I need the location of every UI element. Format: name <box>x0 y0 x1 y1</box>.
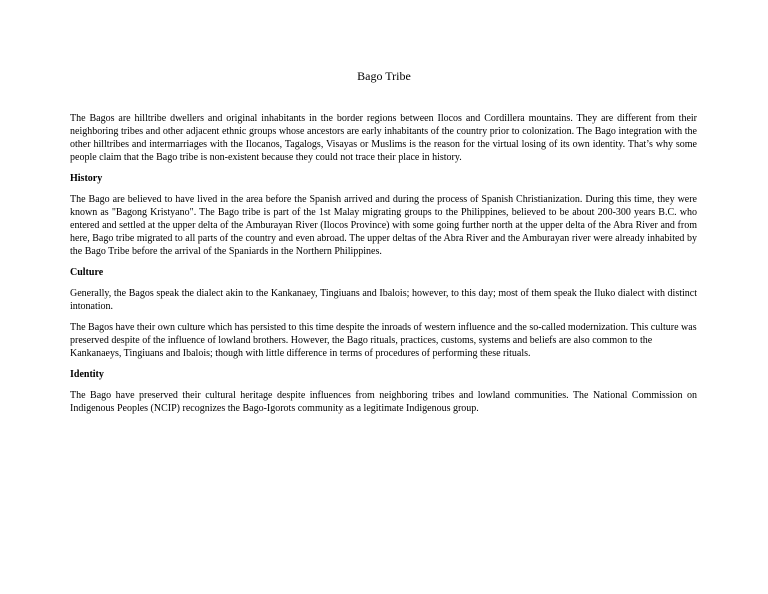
intro-paragraph: The Bagos are hilltribe dwellers and original inhabitants in the border regions between Ilocos and Cordillera mountains. They are different from their neighboring tribes and other adjacent ethnic groups whose ancestors are early inhabitants of the country prior to colonization. The Bago integration with the other hilltribes and intermarriages with the Ilocanos, Tagalogs, Visayas or Muslims is the reason for the virtual losing of its own identity. That’s why some people claim that the Bago tribe is non-existent because they could not trace their place in history. <box>70 113 697 163</box>
history-paragraph: The Bago are believed to have lived in the area before the Spanish arrived and during the process of Spanish Christianization. During this time, they were known as "Bagong Kristyano". The Bago tribe is part of the 1st Malay migrating groups to the Philippines, believed to be about 200-300 years B.C. who entered and settled at the upper delta of the Amburayan River (Ilocos Province) with some going further north at the upper delta of the Abra River and from here, Bago tribe migrated to all parts of the country and even abroad. The upper deltas of the Abra River and the Amburayan river were already inhabited by the Bago Tribe before the arrival of the Spaniards in the Northern Philippines. <box>70 194 697 257</box>
document-body <box>70 112 697 423</box>
culture-paragraph-1: Generally, the Bagos speak the dialect akin to the Kankanaey, Tingiuans and Ibalois; however, to this day; most of them speak the Iluko dialect with distinct intonation. <box>70 288 697 312</box>
section-heading-culture: Culture <box>70 267 104 278</box>
section-heading-history: History <box>70 173 103 184</box>
culture-paragraph-2: The Bagos have their own culture which has persisted to this time despite the inroads of western influence and the so-called modernization. This culture was preserved despite of the influence of lowland brothers. However, the Bago rituals, practices, customs, systems and beliefs are also common to the Kankanaeys, Tingiuans and Ibalois; though with little difference in terms of procedures of performing these rituals. <box>70 322 697 359</box>
document-title: Bago Tribe <box>357 69 411 83</box>
identity-paragraph: The Bago have preserved their cultural heritage despite influences from neighboring tribes and lowland communities. The National Commission on Indigenous Peoples (NCIP) recognizes the Bago-Igorots community as a legitimate Indigenous group. <box>70 390 697 414</box>
section-heading-identity: Identity <box>70 369 104 380</box>
